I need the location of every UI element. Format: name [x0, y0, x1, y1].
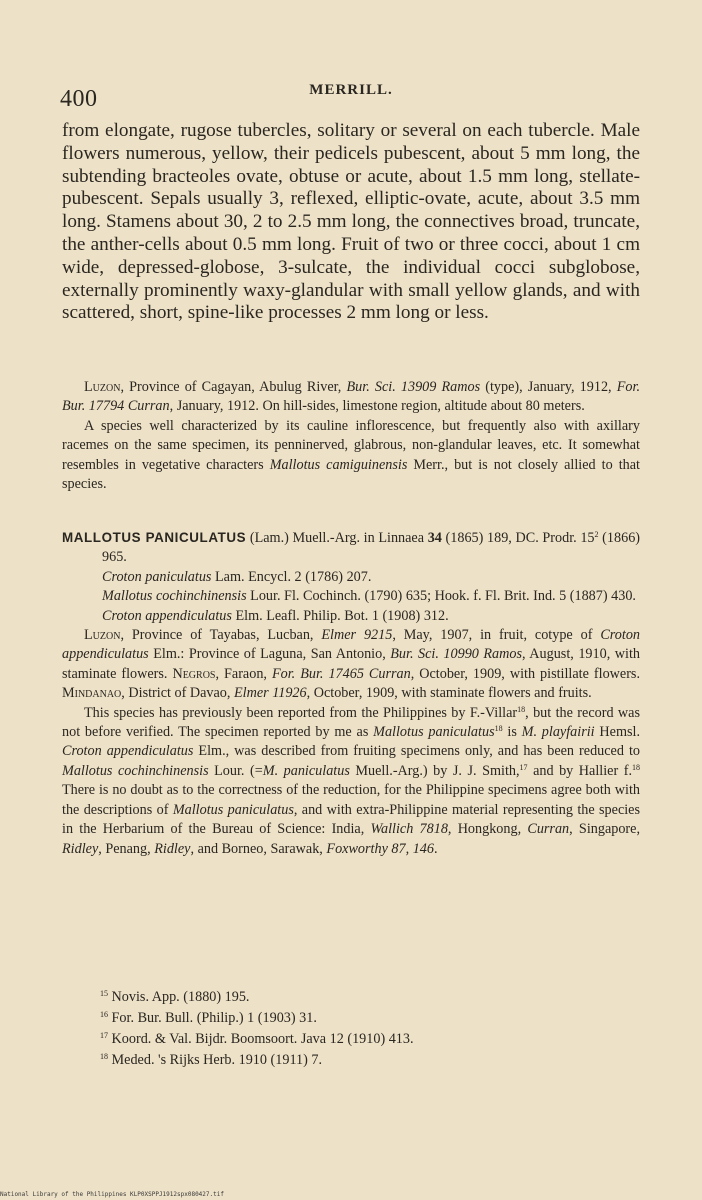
citation-text: , Faraon,: [215, 665, 272, 682]
remark-paragraph-1: [62, 417, 640, 495]
footnote-text: Koord. & Val. Bijdr. Boomsoort. Java 12 (1910) 413.: [111, 1031, 414, 1047]
region-luzon: Luzon: [84, 627, 121, 644]
synonym-2: [102, 587, 640, 606]
species-name: Croton appendiculatus: [62, 743, 194, 760]
region-negros: Negros: [172, 665, 216, 682]
collection-number: For. Bur. 17794 Curran: [62, 379, 640, 415]
footnote-text: Novis. App. (1880) 195.: [111, 989, 250, 1005]
citation-text: , Province of Tayabas, Lucban,: [120, 627, 322, 644]
collector-name: Ridley: [154, 840, 191, 857]
footnote-ref: 18: [494, 724, 503, 734]
remark-text: Elm., was described from fruiting specimens only, and has been reduced to: [193, 743, 641, 760]
synonym-reference: Lour. Fl. Cochinch. (1790) 635; Hook. f. Fl. Brit. Ind. 5 (1887) 430.: [246, 588, 636, 605]
footnote-mark: 17: [100, 1031, 108, 1040]
region-luzon: Luzon: [84, 379, 121, 395]
citation-text: , District of Davao,: [121, 685, 234, 702]
remark-text: and by Hallier f.: [527, 762, 632, 779]
running-head: MERRILL.: [309, 82, 393, 98]
synonym-3: [102, 607, 640, 626]
footnotes: [100, 987, 600, 1071]
remark-text: A species well characterized by its cauline inflorescence, but frequently also with axillary racemes on the same specimen, its penninerved, glabrous, non-glandular leaves, etc. It somewhat resembles in vegetative characters: [62, 417, 640, 473]
species-name: M. paniculatus: [262, 762, 350, 779]
specimen-citation-2: [62, 626, 640, 704]
footnote-text: Meded. 's Rijks Herb. 1910 (1911) 7.: [111, 1052, 323, 1068]
remark-text: , and with extra-Philippine material representing the species in the Herbarium of the Bureau of Science: India,: [62, 801, 641, 838]
citation-text: , August, 1910, with staminate flowers.: [62, 646, 640, 682]
superscript: 2: [594, 530, 599, 539]
footnote-text: For. Bur. Bull. (Philip.) 1 (1903) 31.: [111, 1010, 317, 1026]
footnote: [100, 1008, 600, 1029]
species-name: M. playfairii: [521, 724, 595, 741]
species-description: [62, 120, 640, 325]
footnote-ref: 18: [632, 762, 640, 772]
remark-text: is: [502, 724, 522, 741]
footnote-ref: 18: [517, 704, 526, 714]
citation-text: , October, 1909, with pistillate flowers.: [410, 665, 640, 682]
synonym-name: Croton paniculatus: [102, 568, 212, 585]
citation-text: , May, 1907, in fruit, cotype of: [392, 627, 601, 644]
species-name: Mallotus paniculatus: [373, 724, 495, 741]
species-title: MALLOTUS PANICULATUS: [62, 530, 247, 545]
species-heading: [62, 528, 640, 568]
footnote-mark: 15: [100, 989, 108, 998]
remark-text: There is no doubt as to the correctness of the reduction, for the Philippine specimens agree both with the descriptions of: [62, 782, 640, 818]
synonym-list: [62, 568, 640, 626]
collection-number: Bur. Sci. 13909 Ramos: [346, 379, 481, 395]
citation-text: , Province of Cagayan, Abulug River,: [120, 379, 347, 395]
citation-text: (type), January, 1912,: [480, 379, 617, 395]
species-name: Croton appendiculatus: [62, 627, 641, 663]
description-paragraph: from elongate, rugose tubercles, solitary or several on each tubercle. Male flowers numerous, yellow, their pedicels pubescent, about 5 mm long, the subtending bracteoles ovate, obtuse or acute, about 1.5 mm long, stellate-pubescent. Sepals usually 3, reflexed, elliptic-ovate, acute, about 3.5 mm long. Stamens about 30, 2 to 2.5 mm long, the connectives broad, truncate, the anther-cells about 0.5 mm long. Fruit of two or three cocci, about 1 cm wide, depressed-globose, 3-sulcate, the individual cocci subglobose, externally prominently waxy-glandular with small yellow glands, and with scattered, short, spine-like processes 2 mm long or less.: [62, 120, 640, 324]
scan-footer: National Library of the Philippines KLP0XSPPJ1912spx080427.tif: [0, 1191, 224, 1198]
species-name: Mallotus paniculatus: [172, 801, 294, 818]
synonym-reference: Lam. Encycl. 2 (1786) 207.: [211, 568, 372, 585]
species-name: Mallotus cochinchinensis: [62, 762, 209, 779]
footnote-mark: 16: [100, 1010, 108, 1019]
authority-text: (Lam.) Muell.-Arg. in Linnaea: [246, 530, 428, 546]
remark-text: Hemsl.: [594, 724, 640, 741]
collector-name: Ridley: [62, 840, 99, 857]
page-number: 400: [60, 86, 98, 112]
collection-number: Wallich 7818: [370, 821, 448, 838]
page-header: [0, 78, 702, 118]
collection-number: Elmer 11926: [233, 685, 307, 702]
remark-text: , Hongkong,: [447, 821, 528, 838]
region-mindanao: Mindanao: [62, 685, 122, 702]
citation-text: Elm.: Province of Laguna, San Antonio,: [148, 646, 391, 663]
authority-text: (1866) 965.: [102, 530, 641, 566]
footnote: [100, 987, 600, 1008]
remark-text: Muell.-Arg.) by J. J. Smith,: [349, 762, 520, 779]
species-entry: [62, 528, 640, 859]
species-name: Mallotus camiguinensis: [269, 456, 408, 473]
specimen-section-1: [62, 378, 640, 494]
collection-number: Bur. Sci. 10990 Ramos: [390, 646, 523, 663]
collection-number: Foxworthy 87, 146: [326, 840, 434, 857]
remark-text: .: [433, 840, 438, 857]
footnote: [100, 1029, 600, 1050]
collection-number: For. Bur. 17465 Curran: [271, 665, 411, 682]
citation-text: , January, 1912. On hill-sides, limestone region, altitude about 80 meters.: [169, 398, 585, 415]
remark-text: , Penang,: [98, 840, 155, 857]
footnote: [100, 1050, 600, 1071]
citation-text: , October, 1909, with staminate flowers and fruits.: [306, 685, 592, 702]
footnote-mark: 18: [100, 1052, 108, 1061]
specimen-citation-1: [62, 378, 640, 417]
remark-text: Merr., but is not closely allied to that species.: [62, 456, 640, 493]
remark-text: , Singapore,: [569, 821, 640, 838]
remark-text: , and Borneo, Sarawak,: [190, 840, 327, 857]
synonym-name: Croton appendiculatus: [102, 607, 232, 624]
remark-text: Lour. (=: [208, 762, 263, 779]
volume-number: 34: [427, 530, 442, 546]
synonym-1: [102, 568, 640, 587]
remark-paragraph-2: [62, 704, 640, 859]
remark-text: , but the record was not before verified. The specimen reported by me as: [62, 704, 640, 741]
collector-name: Curran: [527, 821, 570, 838]
remark-text: This species has previously been reported from the Philippines by F.-Villar: [84, 704, 518, 721]
synonym-reference: Elm. Leafl. Philip. Bot. 1 (1908) 312.: [231, 607, 449, 624]
footnote-ref: 17: [519, 762, 528, 772]
authority-text: (1865) 189, DC. Prodr. 15: [441, 530, 595, 546]
synonym-name: Mallotus cochinchinensis: [102, 588, 247, 605]
collection-number: Elmer 9215: [321, 627, 393, 644]
